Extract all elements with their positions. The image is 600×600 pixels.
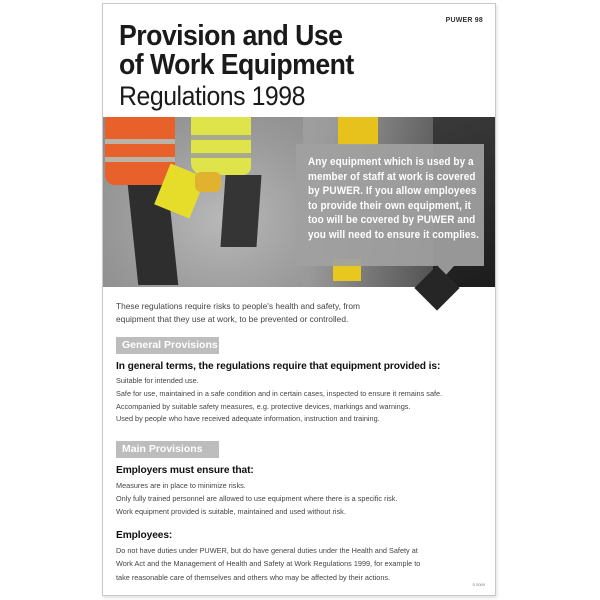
main-provisions-badge: Main Provisions: [116, 441, 219, 458]
photo-gloves: [195, 172, 221, 192]
title-line-1: Provision and Use: [119, 20, 343, 52]
intro-line: equipment that they use at work, to be prevented or controlled.: [116, 314, 349, 324]
general-provisions-badge: General Provisions: [116, 337, 219, 354]
employees-heading: Employees:: [116, 530, 173, 541]
intro-line: These regulations require risks to people's health and safety, from: [116, 301, 360, 311]
list-item: Safe for use, maintained in a safe condition and in certain cases, inspected to ensure it remains safe.: [116, 388, 443, 398]
list-item: Work equipment provided is suitable, maintained and used without risk.: [116, 506, 346, 516]
list-item: Only fully trained personnel are allowed to use equipment where there is a specific risk.: [116, 493, 398, 503]
footer-code: S 0000: [472, 582, 485, 587]
list-item: Suitable for intended use.: [116, 376, 199, 385]
list-item: Used by people who have received adequate information, instruction and training.: [116, 414, 380, 424]
poster-subtitle: Regulations 1998: [119, 81, 305, 111]
callout-box: [296, 144, 484, 266]
employers-heading: Employers must ensure that:: [116, 465, 254, 476]
general-provisions-list: [116, 375, 442, 426]
list-item: Accompanied by suitable safety measures, e.g. protective devices, markings and warnings.: [116, 401, 411, 411]
callout-text: Any equipment which is used by a member of staff at work is covered by PUWER. If you allow employees to provide their own equipment, it too will be covered by PUWER and you will need to ensure it complies.: [308, 156, 480, 241]
poster-code: PUWER 98: [445, 17, 483, 24]
text-line: Do not have duties under PUWER, but do have general duties under the Health and Safety at: [116, 546, 418, 555]
poster-title: [119, 22, 354, 80]
photo-orange-vest: [105, 117, 175, 185]
puwer-poster: [102, 3, 496, 596]
intro-text: [116, 300, 416, 326]
list-item: Measures are in place to minimize risks.: [116, 481, 246, 490]
employees-text: [116, 544, 420, 584]
title-line-2: of Work Equipment: [119, 49, 354, 81]
photo-worker-legs: [220, 175, 261, 247]
text-line: Work Act and the Management of Health and Safety at Work Regulations 1999, for example to: [116, 559, 421, 569]
employers-list: [116, 480, 397, 518]
general-provisions-heading: In general terms, the regulations require that equipment provided is:: [116, 361, 441, 372]
photo-yellow-vest: [191, 117, 251, 175]
text-line: take reasonable care of themselves and others who may be affected by their actions.: [116, 572, 391, 582]
